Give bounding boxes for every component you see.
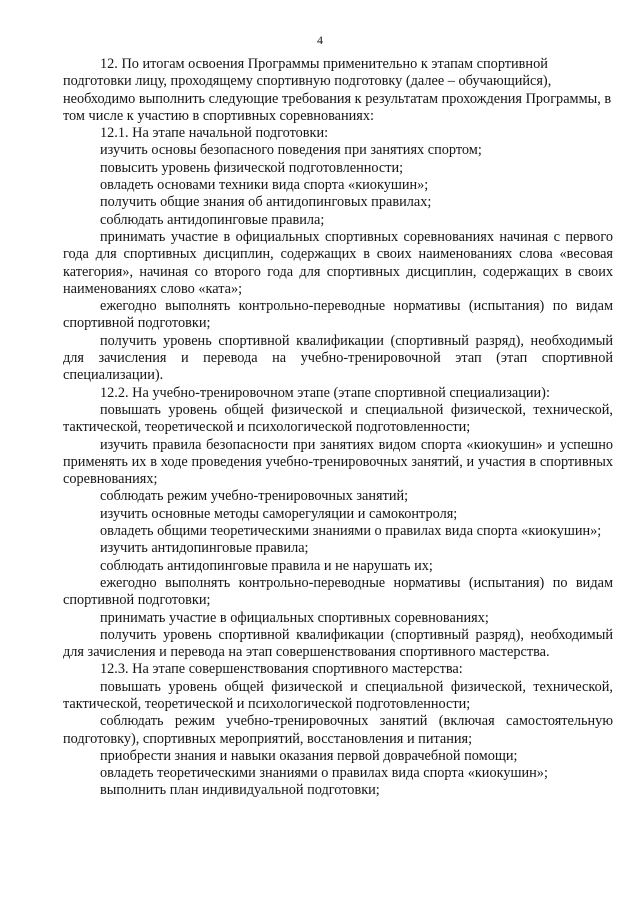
requirement-item: принимать участие в официальных спортивных соревнованиях начиная с первого года для спортивных дисциплин, содержащих в своих наименованиях слова «весовая категория», начиная со второго года для спортивных дисциплин, содержащих в своих наименованиях слово «ката»; (63, 228, 613, 297)
requirement-item: изучить правила безопасности при занятиях видом спорта «киокушин» и успешно применять их в ходе проведения учебно-тренировочных занятий, и участия в спортивных соревнованиях; (63, 436, 613, 488)
requirement-item: изучить основы безопасного поведения при занятиях спортом; (100, 142, 482, 159)
requirement-item: ежегодно выполнять контрольно-переводные нормативы (испытания) по видам спортивной подготовки; (63, 574, 613, 609)
requirement-item: повышать уровень общей физической и специальной физической, технической, тактической, теоретической и психологической подготовленности; (63, 678, 613, 712)
requirement-item: принимать участие в официальных спортивных соревнованиях; (100, 609, 489, 626)
requirement-item: изучить основные методы саморегуляции и самоконтроля; (100, 505, 458, 522)
requirement-item: изучить антидопинговые правила; (100, 540, 309, 557)
subsection-heading-12-1: 12.1. На этапе начальной подготовки: (100, 125, 329, 142)
requirement-item: соблюдать режим учебно-тренировочных занятий (включая самостоятельную подготовку), спортивных мероприятий, восстановления и питания; (63, 713, 613, 747)
requirement-item: соблюдать антидопинговые правила; (100, 211, 325, 228)
page-number: 4 (317, 33, 323, 47)
requirement-item: повышать уровень общей физической и специальной физической, технической, тактической, теоретической и психологической подготовленности; (63, 401, 613, 436)
requirement-item: получить уровень спортивной квалификации (спортивный разряд), необходимый для зачисления и перевода на учебно-тренировочной этап (этап спортивной специализации). (63, 332, 613, 384)
requirement-item: соблюдать антидопинговые правила и не нарушать их; (100, 557, 433, 574)
subsection-heading-12-3: 12.3. На этапе совершенствования спортивного мастерства: (100, 661, 463, 678)
document-body (63, 56, 613, 800)
requirement-item: овладеть теоретическими знаниями о правилах вида спорта «киокушин»; (100, 765, 548, 782)
requirement-item: соблюдать режим учебно-тренировочных занятий; (100, 488, 409, 505)
requirement-item: получить общие знания об антидопинговых правилах; (100, 194, 432, 211)
requirement-item: получить уровень спортивной квалификации (спортивный разряд), необходимый для зачисления и перевода на этап совершенствования спортивного мастерства. (63, 626, 613, 661)
requirement-item: овладеть общими теоретическими знаниями о правилах вида спорта «киокушин»; (100, 523, 602, 540)
requirement-item: повысить уровень физической подготовленности; (100, 159, 404, 176)
subsection-heading-12-2: 12.2. На учебно-тренировочном этапе (этапе спортивной специализации): (100, 384, 550, 401)
requirement-item: приобрести знания и навыки оказания первой доврачебной помощи; (100, 747, 518, 764)
requirement-item: выполнить план индивидуальной подготовки; (100, 782, 380, 799)
section-intro-paragraph: 12. По итогам освоения Программы применительно к этапам спортивной подготовки лицу, проходящему спортивную подготовку (далее – обучающийся), необходимо выполнить следующие требования к результатам прохождения Программы, в том числе к участию в спортивных соревнованиях: (63, 56, 612, 124)
requirement-item: ежегодно выполнять контрольно-переводные нормативы (испытания) по видам спортивной подготовки; (63, 298, 613, 332)
requirement-item: овладеть основами техники вида спорта «киокушин»; (100, 177, 429, 194)
